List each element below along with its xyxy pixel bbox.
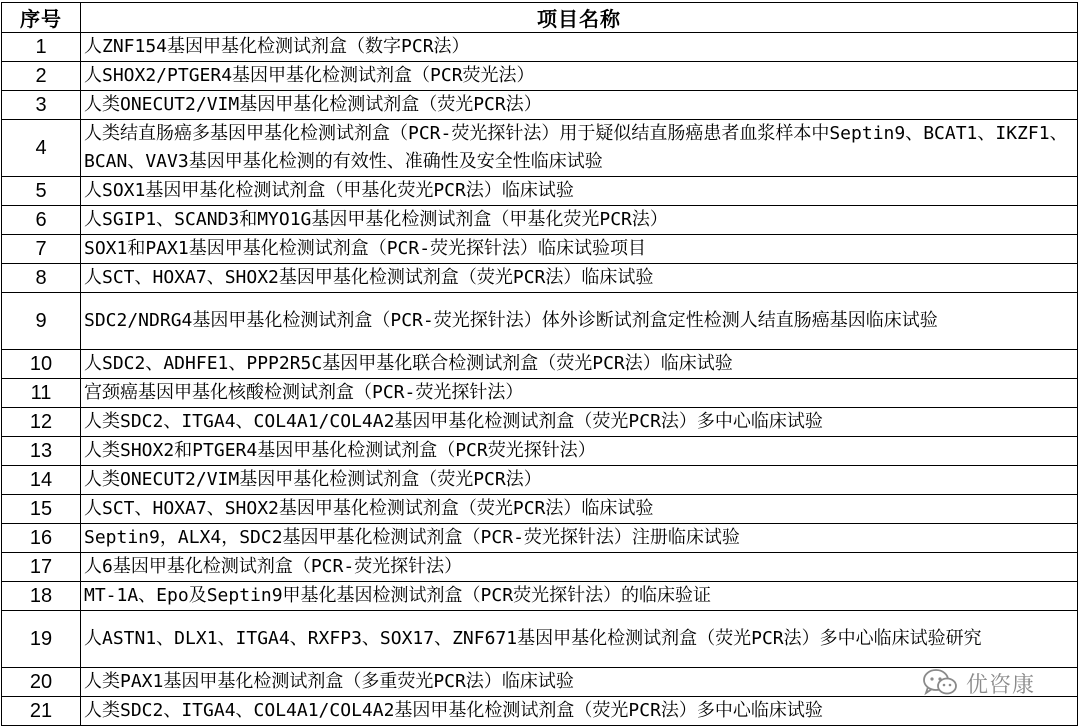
project-name: 人SCT、HOXA7、SHOX2基因甲基化检测试剂盒（荧光PCR法）临床试验 <box>81 264 1078 293</box>
project-name: 人SCT、HOXA7、SHOX2基因甲基化检测试剂盒（荧光PCR法）临床试验 <box>81 495 1078 524</box>
project-name: 宫颈癌基因甲基化核酸检测试剂盒（PCR-荧光探针法） <box>81 379 1078 408</box>
table-row <box>2 120 1078 177</box>
table-row <box>2 437 1078 466</box>
row-number: 13 <box>2 437 81 466</box>
row-number: 4 <box>2 120 81 177</box>
row-number: 5 <box>2 177 81 206</box>
table-row <box>2 33 1078 62</box>
project-name: Septin9，ALX4，SDC2基因甲基化检测试剂盒（PCR-荧光探针法）注册临床试验 <box>81 524 1078 553</box>
row-number: 16 <box>2 524 81 553</box>
table-body <box>2 33 1078 726</box>
project-name: 人ASTN1、DLX1、ITGA4、RXFP3、SOX17、ZNF671基因甲基化检测试剂盒（荧光PCR法）多中心临床试验研究 <box>81 611 1078 668</box>
project-name: 人ZNF154基因甲基化检测试剂盒（数字PCR法） <box>81 33 1078 62</box>
project-name: 人6基因甲基化检测试剂盒（PCR-荧光探针法） <box>81 553 1078 582</box>
row-number: 9 <box>2 293 81 350</box>
project-name: 人类ONECUT2/VIM基因甲基化检测试剂盒（荧光PCR法） <box>81 91 1078 120</box>
wechat-icon <box>922 668 958 698</box>
table-row <box>2 524 1078 553</box>
table-row <box>2 582 1078 611</box>
table-row <box>2 379 1078 408</box>
row-number: 2 <box>2 62 81 91</box>
table-row <box>2 408 1078 437</box>
project-table <box>1 2 1078 726</box>
row-number: 19 <box>2 611 81 668</box>
table-row <box>2 350 1078 379</box>
row-number: 15 <box>2 495 81 524</box>
project-name: SOX1和PAX1基因甲基化检测试剂盒（PCR-荧光探针法）临床试验项目 <box>81 235 1078 264</box>
row-number: 3 <box>2 91 81 120</box>
project-name: 人SGIP1、SCAND3和MYO1G基因甲基化检测试剂盒（甲基化荧光PCR法） <box>81 206 1078 235</box>
table-row <box>2 611 1078 668</box>
row-number: 7 <box>2 235 81 264</box>
row-number: 21 <box>2 697 81 726</box>
row-number: 6 <box>2 206 81 235</box>
row-number: 10 <box>2 350 81 379</box>
header-no: 序号 <box>2 3 81 33</box>
table-row <box>2 466 1078 495</box>
table-row <box>2 206 1078 235</box>
table-row <box>2 553 1078 582</box>
table-row <box>2 293 1078 350</box>
row-number: 8 <box>2 264 81 293</box>
header-name: 项目名称 <box>81 3 1078 33</box>
table-row <box>2 62 1078 91</box>
row-number: 12 <box>2 408 81 437</box>
table-row <box>2 177 1078 206</box>
row-number: 14 <box>2 466 81 495</box>
watermark-text: 优咨康 <box>966 672 1036 698</box>
project-name: 人SDC2、ADHFE1、PPP2R5C基因甲基化联合检测试剂盒（荧光PCR法）临床试验 <box>81 350 1078 379</box>
row-number: 1 <box>2 33 81 62</box>
row-number: 18 <box>2 582 81 611</box>
project-name: 人SOX1基因甲基化检测试剂盒（甲基化荧光PCR法）临床试验 <box>81 177 1078 206</box>
table-row <box>2 264 1078 293</box>
table-row <box>2 697 1078 726</box>
table-row <box>2 668 1078 697</box>
table-row <box>2 235 1078 264</box>
row-number: 20 <box>2 668 81 697</box>
project-name: 人SHOX2/PTGER4基因甲基化检测试剂盒（PCR荧光法） <box>81 62 1078 91</box>
project-name: MT-1A、Epo及Septin9甲基化基因检测试剂盒（PCR荧光探针法）的临床验证 <box>81 582 1078 611</box>
project-name: 人类结直肠癌多基因甲基化检测试剂盒（PCR-荧光探针法）用于疑似结直肠癌患者血浆样本中Septin9、BCAT1、IKZF1、BCAN、VAV3基因甲基化检测的有效性、准确性及安全性临床试验 <box>81 120 1078 177</box>
header-row <box>2 3 1078 33</box>
table-row <box>2 495 1078 524</box>
row-number: 11 <box>2 379 81 408</box>
project-name: 人类SHOX2和PTGER4基因甲基化检测试剂盒（PCR荧光探针法） <box>81 437 1078 466</box>
project-name: 人类ONECUT2/VIM基因甲基化检测试剂盒（荧光PCR法） <box>81 466 1078 495</box>
watermark <box>922 664 1072 702</box>
project-name: SDC2/NDRG4基因甲基化检测试剂盒（PCR-荧光探针法）体外诊断试剂盒定性检测人结直肠癌基因临床试验 <box>81 293 1078 350</box>
project-name: 人类SDC2、ITGA4、COL4A1/COL4A2基因甲基化检测试剂盒（荧光PCR法）多中心临床试验 <box>81 697 1078 726</box>
project-name: 人类SDC2、ITGA4、COL4A1/COL4A2基因甲基化检测试剂盒（荧光PCR法）多中心临床试验 <box>81 408 1078 437</box>
table-row <box>2 91 1078 120</box>
row-number: 17 <box>2 553 81 582</box>
project-name: 人类PAX1基因甲基化检测试剂盒（多重荧光PCR法）临床试验 <box>81 668 1078 697</box>
